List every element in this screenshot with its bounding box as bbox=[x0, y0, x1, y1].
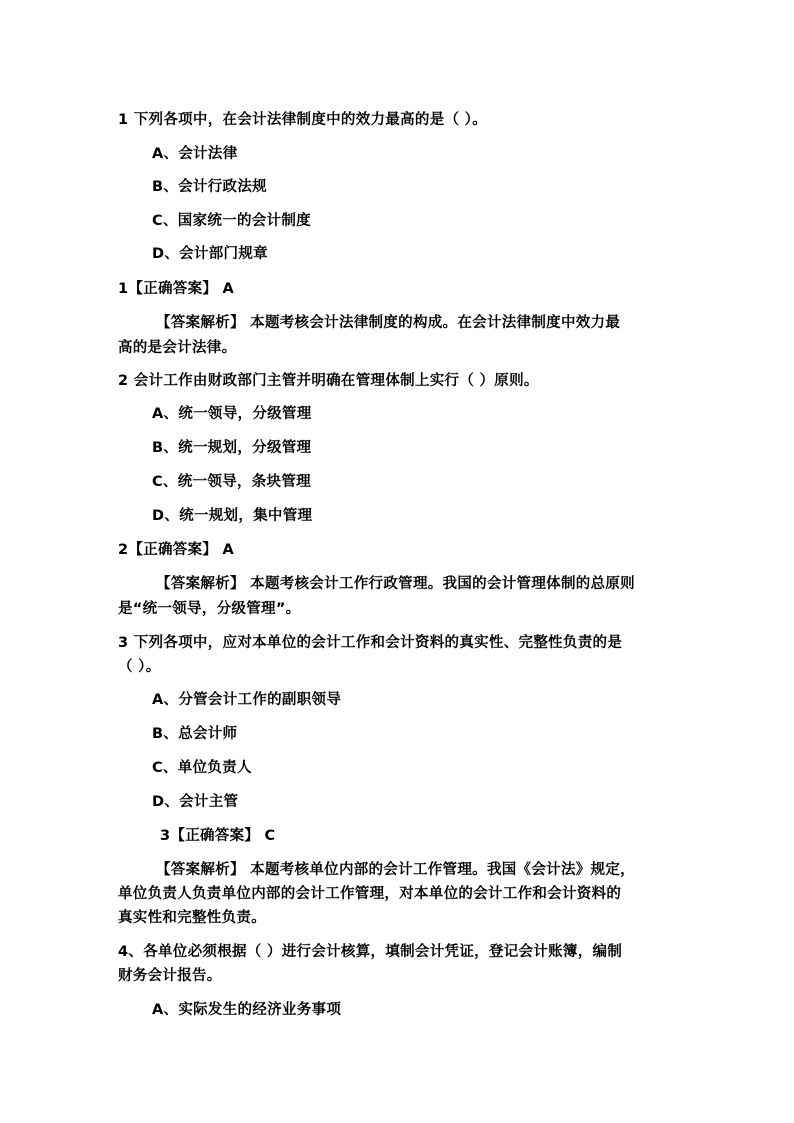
question-stem: （ ）。 bbox=[118, 659, 161, 675]
question-stem: 财务会计报告。 bbox=[118, 968, 222, 984]
analysis-text: 是“统一领导，分级管理”。 bbox=[118, 601, 301, 617]
option-item: D、统一规划，集中管理 bbox=[152, 508, 313, 524]
option-item: C、国家统一的会计制度 bbox=[152, 213, 311, 229]
option-item: B、总会计师 bbox=[152, 726, 238, 742]
option-item: B、会计行政法规 bbox=[152, 179, 267, 195]
answer-line: 3【正确答案】 C bbox=[160, 828, 276, 844]
question-stem: 4、各单位必须根据（ ）进行会计核算，填制会计凭证，登记会计账簿，编制 bbox=[118, 944, 623, 960]
analysis-text: 【答案解析】 本题考核会计法律制度的构成。在会计法律制度中效力最 bbox=[156, 315, 621, 331]
option-item: D、会计主管 bbox=[152, 794, 239, 810]
analysis-text: 【答案解析】 本题考核会计工作行政管理。我国的会计管理体制的总原则 bbox=[156, 576, 635, 592]
answer-line: 1【正确答案】 A bbox=[118, 281, 235, 297]
analysis-text: 高的是会计法律。 bbox=[118, 340, 237, 356]
option-item: D、会计部门规章 bbox=[152, 246, 268, 262]
option-item: B、统一规划，分级管理 bbox=[152, 440, 312, 456]
option-item: C、单位负责人 bbox=[152, 760, 252, 776]
option-item: A、分管会计工作的副职领导 bbox=[152, 692, 342, 708]
option-item: A、实际发生的经济业务事项 bbox=[152, 1002, 342, 1018]
analysis-text: 真实性和完整性负责。 bbox=[118, 910, 266, 926]
analysis-text: 单位负责人负责单位内部的会计工作管理，对本单位的会计工作和会计资料的 bbox=[118, 886, 622, 902]
question-stem: 1 下列各项中，在会计法律制度中的效力最高的是（ ）。 bbox=[118, 112, 488, 128]
question-stem: 2 会计工作由财政部门主管并明确在管理体制上实行（ ）原则。 bbox=[118, 373, 539, 389]
option-item: A、统一领导，分级管理 bbox=[152, 406, 312, 422]
option-item: C、统一领导，条块管理 bbox=[152, 474, 311, 490]
option-item: A、会计法律 bbox=[152, 146, 238, 162]
analysis-text: 【答案解析】 本题考核单位内部的会计工作管理。我国《会计法》规定， bbox=[156, 862, 635, 878]
question-stem: 3 下列各项中，应对本单位的会计工作和会计资料的真实性、完整性负责的是 bbox=[118, 635, 623, 651]
answer-line: 2【正确答案】 A bbox=[118, 542, 235, 558]
